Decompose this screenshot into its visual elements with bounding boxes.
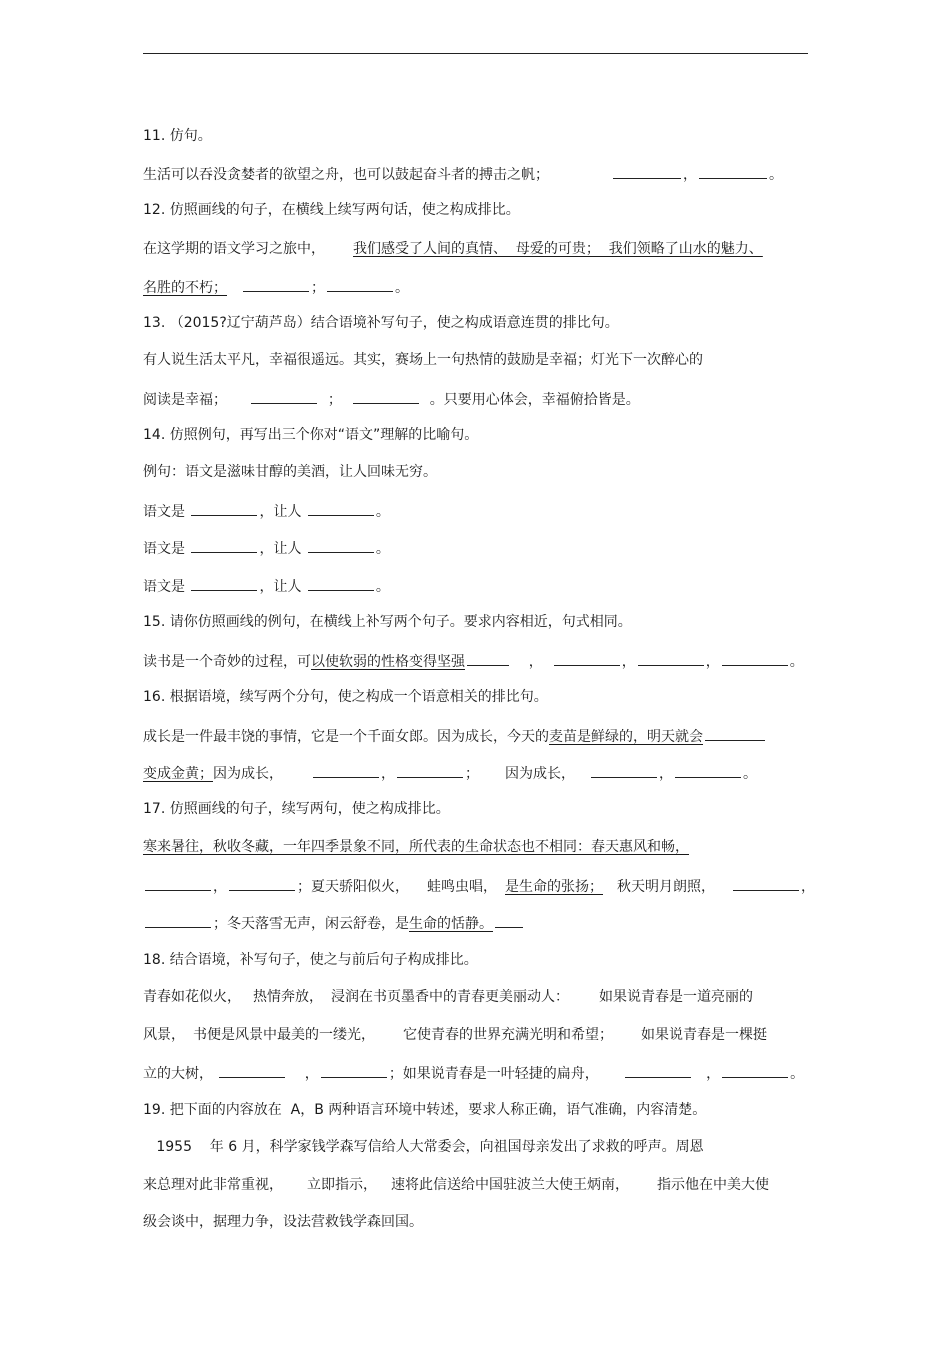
text-span: ； bbox=[319, 392, 351, 408]
fill-in-blank[interactable] bbox=[145, 913, 211, 928]
fill-in-blank[interactable] bbox=[313, 763, 379, 778]
text-span: 19. 把下面的内容放在 A，B 两种语言环境中转述，要求人称正确，语气准确，内容清楚。 bbox=[143, 1102, 707, 1118]
text-span: 风景， bbox=[143, 1027, 185, 1043]
text-span: 因为成长， bbox=[213, 766, 283, 782]
text-span: 因为成长， bbox=[505, 766, 575, 782]
text-span: ，让人 bbox=[259, 579, 306, 595]
fill-in-blank[interactable] bbox=[638, 651, 704, 666]
text-span: 读书是一个奇妙的过程，可 bbox=[143, 654, 311, 670]
text-span: 生活可以吞没贪婪者的欲望之舟，也可以鼓起奋斗者的搏击之帆； bbox=[143, 167, 549, 183]
text-span: ， bbox=[287, 1066, 319, 1082]
fill-in-blank[interactable] bbox=[308, 501, 374, 516]
text-span: 蛙鸣虫唱， bbox=[427, 879, 497, 895]
text-span: 来总理对此非常重视， bbox=[143, 1177, 283, 1193]
text-line bbox=[143, 1026, 767, 1044]
underlined-text: 名胜的不朽； bbox=[143, 280, 227, 296]
text-line bbox=[143, 1063, 804, 1083]
text-span: 。 bbox=[375, 504, 390, 520]
text-span: 14. 仿照例句，再写出三个你对“语文”理解的比喻句。 bbox=[143, 427, 479, 443]
text-span: 如果说青春是一道亮丽的 bbox=[599, 989, 753, 1005]
text-span: 。 bbox=[375, 579, 390, 595]
text-line bbox=[143, 164, 783, 184]
text-line bbox=[143, 913, 525, 933]
text-span: 16. 根据语境，续写两个分句，使之构成一个语意相关的排比句。 bbox=[143, 689, 548, 705]
text-line bbox=[143, 763, 757, 783]
text-line bbox=[143, 426, 478, 444]
fill-in-blank[interactable] bbox=[722, 651, 788, 666]
text-span: 12. 仿照画线的句子，在横线上续写两句话，使之构成排比。 bbox=[143, 202, 520, 218]
underlined-text: 是生命的张扬； bbox=[505, 879, 603, 895]
text-span: 18. 结合语境，补写句子，使之与前后句子构成排比。 bbox=[143, 952, 478, 968]
text-line bbox=[143, 501, 390, 521]
fill-in-blank[interactable] bbox=[722, 1063, 788, 1078]
text-span: ；冬天落雪无声，闲云舒卷，是 bbox=[213, 916, 409, 932]
fill-in-blank[interactable] bbox=[229, 876, 295, 891]
text-span: 如果说青春是一棵挺 bbox=[641, 1027, 767, 1043]
text-line bbox=[143, 613, 632, 631]
text-line bbox=[143, 351, 703, 369]
fill-in-blank[interactable] bbox=[397, 763, 463, 778]
underlined-text: 生命的恬静。 bbox=[409, 916, 493, 932]
text-span: 在这学期的语文学习之旅中， bbox=[143, 241, 325, 257]
text-span: ； bbox=[465, 766, 479, 782]
text-span: 浸润在书页墨香中的青春更美丽动人： bbox=[331, 989, 569, 1005]
text-line bbox=[143, 838, 689, 856]
text-line bbox=[143, 463, 437, 481]
text-line bbox=[143, 651, 804, 671]
text-line bbox=[143, 1138, 704, 1156]
fill-in-blank[interactable] bbox=[467, 651, 509, 666]
text-line bbox=[143, 576, 390, 596]
fill-in-blank[interactable] bbox=[145, 876, 211, 891]
fill-in-blank[interactable] bbox=[353, 389, 419, 404]
fill-in-blank[interactable] bbox=[554, 651, 620, 666]
text-line bbox=[143, 314, 619, 332]
header-rule bbox=[143, 53, 808, 54]
text-line bbox=[143, 800, 450, 818]
text-span: ；夏天骄阳似火， bbox=[297, 879, 409, 895]
text-span: 成长是一件最丰饶的事情，它是一个千面女郎。因为成长，今天的 bbox=[143, 729, 549, 745]
text-span: 有人说生活太平凡，幸福很遥远。其实，赛场上一句热情的鼓励是幸福；灯光下一次醉心的 bbox=[143, 352, 703, 368]
underlined-text: 变成金黄； bbox=[143, 766, 213, 782]
text-span: 立即指示， bbox=[307, 1177, 377, 1193]
text-line bbox=[143, 240, 763, 258]
underlined-text: 寒来暑往，秋收冬藏，一年四季景象不同，所代表的生命状态也不相同：春天惠风和畅， bbox=[143, 839, 689, 855]
text-span: ； bbox=[311, 280, 325, 296]
text-span: 。 bbox=[769, 167, 783, 183]
text-span: 速将此信送给中国驻波兰大使王炳南， bbox=[391, 1177, 629, 1193]
text-span: ， bbox=[692, 1066, 721, 1082]
fill-in-blank[interactable] bbox=[191, 576, 257, 591]
text-span: 1955 年 6 月，科学家钱学森写信给人大常委会，向祖国母亲发出了求救的呼声。周恩 bbox=[143, 1139, 704, 1155]
text-span: 热情奔放， bbox=[253, 989, 323, 1005]
text-span: ， bbox=[213, 879, 227, 895]
text-line bbox=[143, 988, 753, 1006]
text-span: ， bbox=[705, 654, 720, 670]
fill-in-blank[interactable] bbox=[327, 277, 393, 292]
text-line bbox=[143, 1213, 423, 1231]
text-span: ， bbox=[801, 879, 815, 895]
text-span: 13. （2015?辽宁葫芦岛）结合语境补写句子，使之构成语意连贯的排比句。 bbox=[143, 315, 619, 331]
fill-in-blank[interactable] bbox=[191, 501, 257, 516]
text-span: 。 bbox=[375, 541, 390, 557]
text-span: 秋天明月朗照， bbox=[617, 879, 715, 895]
text-span: 。只要用心体会，幸福俯拾皆是。 bbox=[420, 392, 640, 408]
text-span: ， bbox=[621, 654, 636, 670]
underlined-text: 以使软弱的性格变得坚强 bbox=[311, 654, 465, 670]
text-span: ， bbox=[381, 766, 395, 782]
fill-in-blank[interactable] bbox=[675, 763, 741, 778]
fill-in-blank[interactable] bbox=[321, 1063, 387, 1078]
text-span: 阅读是幸福； bbox=[143, 392, 227, 408]
text-span: 语文是 bbox=[143, 541, 190, 557]
text-span: 例句：语文是滋味甘醇的美酒，让人回味无穷。 bbox=[143, 464, 437, 480]
text-span: ，让人 bbox=[259, 541, 306, 557]
text-span: 。 bbox=[790, 1066, 805, 1082]
text-span: 书便是风景中最美的一缕光， bbox=[193, 1027, 375, 1043]
fill-in-blank[interactable] bbox=[699, 164, 767, 179]
text-line bbox=[143, 538, 390, 558]
text-span: ， bbox=[683, 167, 697, 183]
text-span: ， bbox=[511, 654, 552, 670]
text-span: 。 bbox=[395, 280, 409, 296]
text-line bbox=[143, 389, 640, 409]
fill-in-blank[interactable] bbox=[308, 538, 374, 553]
text-span: 15. 请你仿照画线的例句，在横线上补写两个句子。要求内容相近，句式相同。 bbox=[143, 614, 632, 630]
text-line bbox=[143, 876, 815, 896]
text-line bbox=[143, 1101, 706, 1119]
fill-in-blank[interactable] bbox=[191, 538, 257, 553]
text-span: 级会谈中，据理力争，设法营救钱学森回国。 bbox=[143, 1214, 423, 1230]
text-span: 17. 仿照画线的句子，续写两句，使之构成排比。 bbox=[143, 801, 450, 817]
fill-in-blank[interactable] bbox=[495, 913, 523, 928]
text-span: ；如果说青春是一叶轻捷的扁舟， bbox=[388, 1066, 599, 1082]
text-span: 语文是 bbox=[143, 504, 190, 520]
fill-in-blank[interactable] bbox=[733, 876, 799, 891]
fill-in-blank[interactable] bbox=[219, 1063, 285, 1078]
text-span: 青春如花似火， bbox=[143, 989, 241, 1005]
text-span: ，让人 bbox=[259, 504, 306, 520]
fill-in-blank[interactable] bbox=[308, 576, 374, 591]
fill-in-blank[interactable] bbox=[705, 726, 765, 741]
underlined-text: 我们感受了人间的真情、 母爱的可贵； 我们领略了山水的魅力、 bbox=[353, 241, 763, 257]
fill-in-blank[interactable] bbox=[613, 164, 681, 179]
fill-in-blank[interactable] bbox=[251, 389, 317, 404]
text-span: 11. 仿句。 bbox=[143, 128, 212, 144]
text-span: 。 bbox=[789, 654, 804, 670]
text-span: 它使青春的世界充满光明和希望； bbox=[403, 1027, 613, 1043]
text-span: 指示他在中美大使 bbox=[657, 1177, 769, 1193]
text-line bbox=[143, 688, 548, 706]
text-span: ， bbox=[659, 766, 673, 782]
text-line bbox=[143, 951, 478, 969]
text-span: 立的大树， bbox=[143, 1066, 213, 1082]
text-line bbox=[143, 201, 520, 219]
text-span: 。 bbox=[743, 766, 757, 782]
fill-in-blank[interactable] bbox=[591, 763, 657, 778]
fill-in-blank[interactable] bbox=[625, 1063, 691, 1078]
text-line bbox=[143, 1176, 769, 1194]
fill-in-blank[interactable] bbox=[243, 277, 309, 292]
text-line bbox=[143, 277, 409, 297]
text-line bbox=[143, 726, 767, 746]
underlined-text: 麦苗是鲜绿的，明天就会 bbox=[549, 729, 703, 745]
text-span: 语文是 bbox=[143, 579, 190, 595]
text-line bbox=[143, 127, 212, 145]
